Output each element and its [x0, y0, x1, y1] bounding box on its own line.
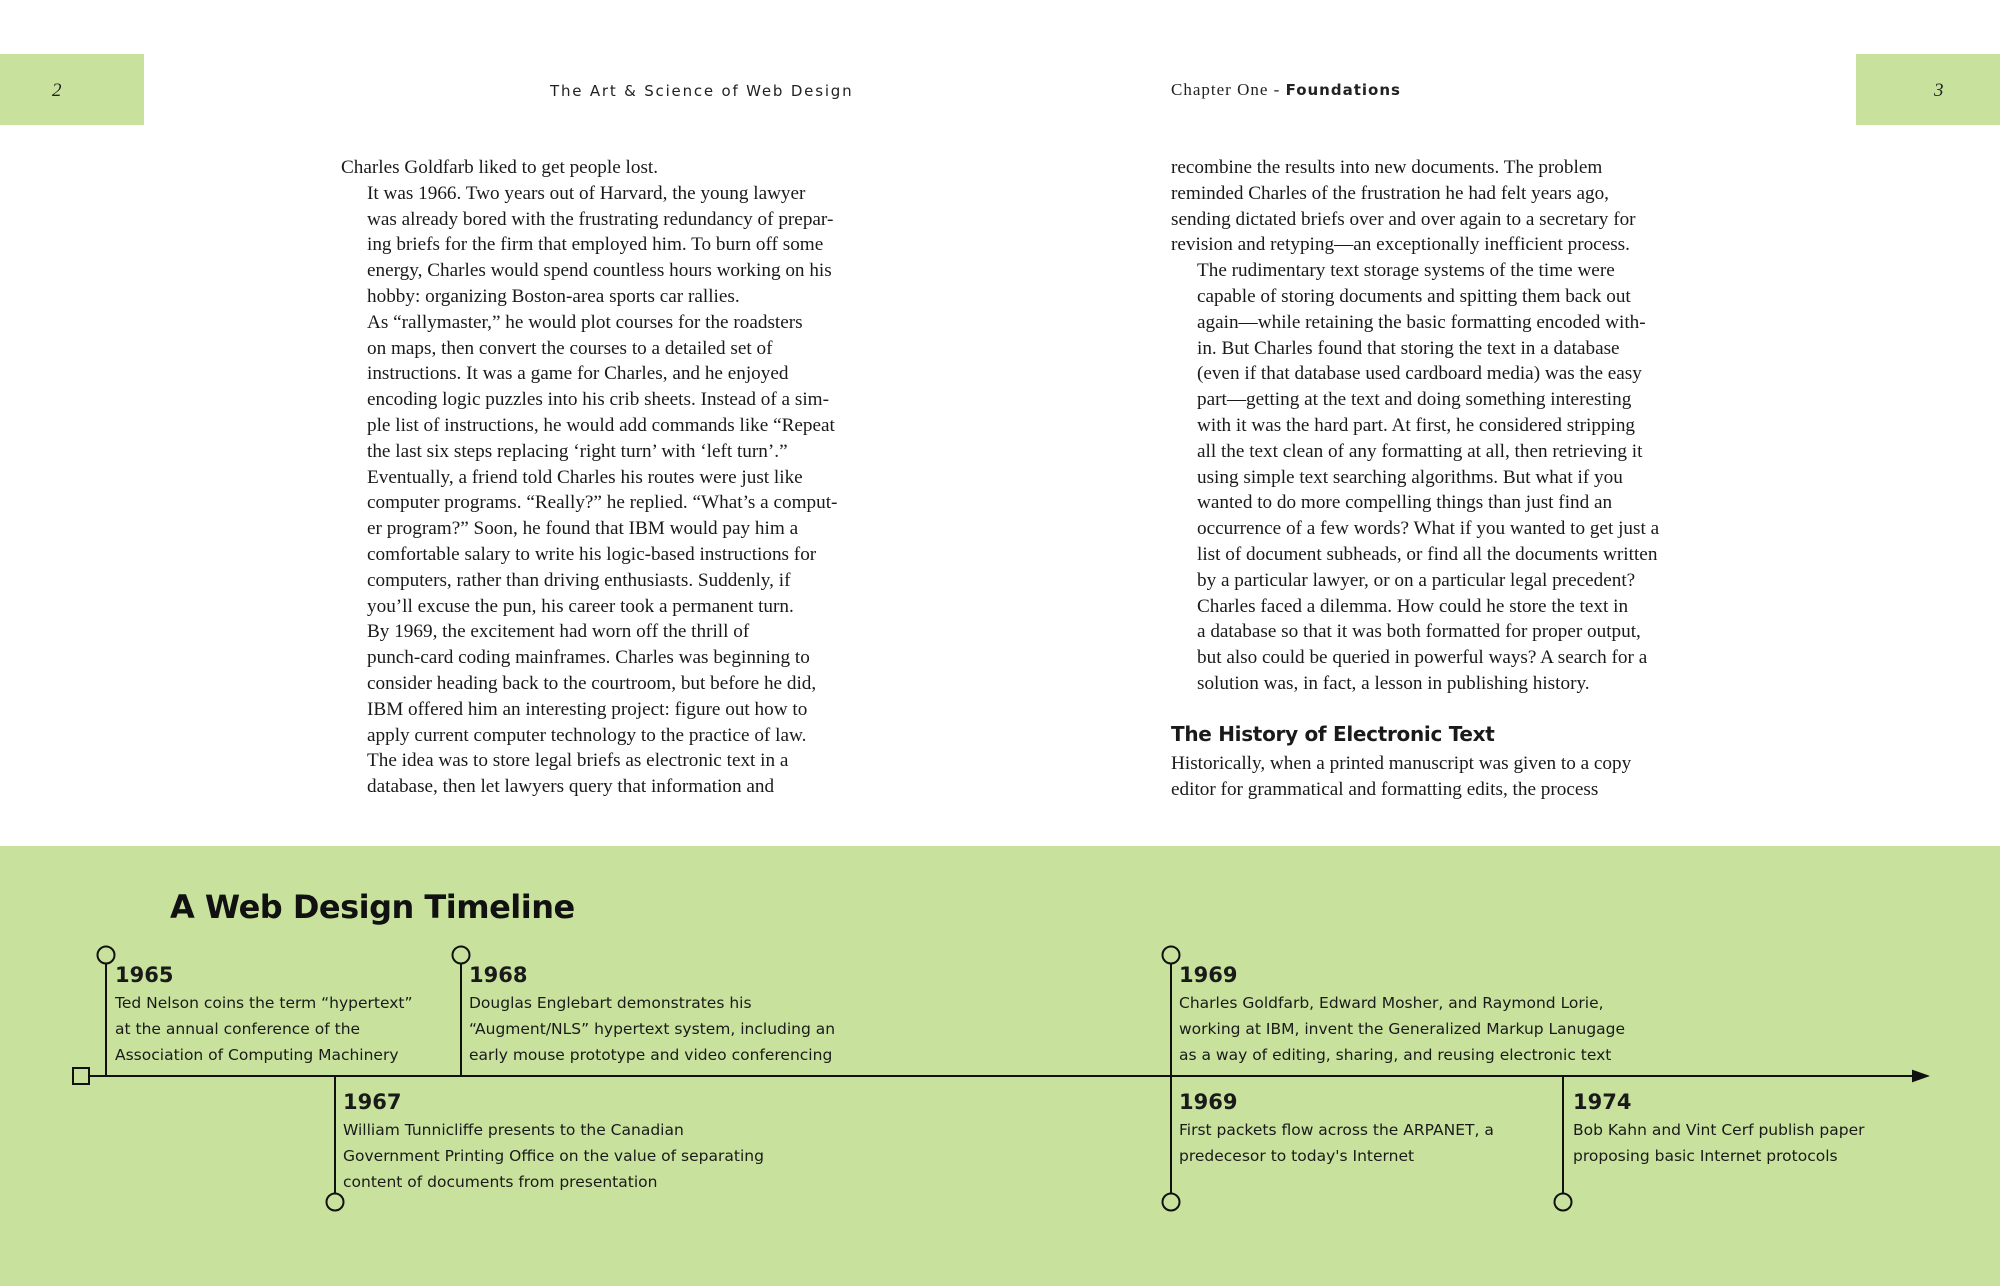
- event-year: 1965: [115, 963, 174, 987]
- event-year: 1967: [343, 1090, 402, 1114]
- body-paragraph: [1171, 594, 1671, 697]
- text-line: computer programs. “Really?” he replied. “What’s a comput-: [367, 492, 838, 514]
- text-line: capable of storing documents and spitting them back out: [1197, 285, 1631, 307]
- text-line: (even if that database used cardboard media) was the easy: [1197, 363, 1642, 385]
- text-line: By 1969, the excitement had worn off the thrill of: [367, 621, 750, 643]
- marker-1969-gml: [1163, 947, 1180, 964]
- event-line: “Augment/NLS” hypertext system, including an: [469, 1020, 836, 1038]
- text-line: The idea was to store legal briefs as electronic text in a: [367, 750, 789, 772]
- marker-1968: [453, 947, 470, 964]
- body-paragraph: [1171, 751, 1671, 803]
- text-line: recombine the results into new documents. The problem: [1171, 157, 1603, 178]
- running-head-title: Foundations: [1285, 81, 1401, 99]
- event-line: at the annual conference of the: [115, 1020, 361, 1038]
- text-line: database, then let lawyers query that information and: [367, 776, 775, 798]
- timeline-event-1967: [343, 1089, 764, 1195]
- timeline-event-1974: [1573, 1089, 1864, 1169]
- left-page-number: 2: [52, 80, 62, 101]
- event-year: 1969: [1179, 1090, 1238, 1114]
- section-subhead: The History of Electronic Text: [1171, 721, 1495, 746]
- text-line: ple list of instructions, he would add commands like “Repeat: [367, 414, 835, 436]
- timeline-event-1968: [469, 962, 835, 1068]
- timeline-event-1965: [115, 962, 413, 1068]
- text-line: comfortable salary to write his logic-based instructions for: [367, 543, 817, 565]
- text-line: editor for grammatical and formatting edits, the process: [1171, 778, 1599, 800]
- text-line: you’ll excuse the pun, his career took a permanent turn.: [367, 595, 794, 617]
- text-line: er program?” Soon, he found that IBM would pay him a: [367, 518, 799, 540]
- body-paragraph: [341, 155, 841, 181]
- text-line: was already bored with the frustrating redundancy of prepar-: [367, 208, 834, 230]
- event-line: predecesor to today's Internet: [1179, 1147, 1415, 1165]
- text-line: The rudimentary text storage systems of the time were: [1197, 260, 1615, 282]
- event-description: [1573, 1117, 1864, 1169]
- event-line: early mouse prototype and video conferencing: [469, 1046, 833, 1064]
- text-line: Eventually, a friend told Charles his routes were just like: [367, 466, 803, 488]
- text-line: with it was the hard part. At first, he considered stripping: [1197, 414, 1636, 436]
- text-line: encoding logic puzzles into his crib sheets. Instead of a sim-: [367, 389, 829, 411]
- body-paragraph: [341, 310, 841, 465]
- text-line: Charles faced a dilemma. How could he store the text in: [1197, 595, 1629, 617]
- event-line: Douglas Englebart demonstrates his: [469, 994, 752, 1012]
- text-line: part—getting at the text and doing something interesting: [1197, 389, 1632, 411]
- left-page-tab: [0, 54, 144, 125]
- event-line: working at IBM, invent the Generalized Markup Lanugage: [1179, 1020, 1626, 1038]
- event-line: Association of Computing Machinery: [115, 1046, 399, 1064]
- event-line: proposing basic Internet protocols: [1573, 1147, 1838, 1165]
- event-line: content of documents from presentation: [343, 1173, 658, 1191]
- event-line: Charles Goldfarb, Edward Mosher, and Raymond Lorie,: [1179, 994, 1604, 1012]
- event-line: William Tunnicliffe presents to the Canadian: [343, 1121, 684, 1139]
- text-line: list of document subheads, or find all the documents written: [1197, 543, 1658, 565]
- text-line: As “rallymaster,” he would plot courses for the roadsters: [367, 311, 803, 333]
- event-description: [469, 990, 835, 1068]
- text-line: the last six steps replacing ‘right turn’ with ‘left turn’.”: [367, 440, 788, 462]
- text-line: Charles Goldfarb liked to get people lost.: [341, 157, 659, 178]
- body-paragraph: [1171, 258, 1671, 593]
- text-line: IBM offered him an interesting project: figure out how to: [367, 698, 808, 720]
- right-page-number: 3: [1934, 80, 1944, 101]
- text-line: revision and retyping—an exceptionally inefficient process.: [1171, 234, 1630, 256]
- timeline-event-1969-arpanet: [1179, 1089, 1494, 1169]
- event-line: as a way of editing, sharing, and reusing electronic text: [1179, 1046, 1612, 1064]
- text-line: all the text clean of any formatting at all, then retrieving it: [1197, 440, 1643, 462]
- marker-1974: [1555, 1194, 1572, 1211]
- right-text-column: [1171, 155, 1671, 802]
- event-line: Ted Nelson coins the term “hypertext”: [115, 994, 413, 1012]
- text-line: solution was, in fact, a lesson in publishing history.: [1197, 672, 1590, 694]
- event-description: [343, 1117, 764, 1195]
- timeline-title: A Web Design Timeline: [170, 888, 575, 926]
- timeline-arrow-head: [1913, 1071, 1927, 1081]
- text-line: computers, rather than driving enthusiasts. Suddenly, if: [367, 569, 791, 591]
- timeline-event-1969-gml: [1179, 962, 1625, 1068]
- left-text-column: [341, 155, 841, 800]
- text-line: but also could be queried in powerful ways? A search for a: [1197, 647, 1648, 669]
- marker-1965: [98, 947, 115, 964]
- text-line: Historically, when a printed manuscript was given to a copy: [1171, 752, 1632, 774]
- right-page-tab: [1856, 54, 2000, 125]
- text-line: energy, Charles would spend countless hours working on his: [367, 260, 832, 282]
- timeline-start-square: [73, 1068, 89, 1084]
- text-line: on maps, then convert the courses to a detailed set of: [367, 337, 773, 359]
- text-line: occurrence of a few words? What if you wanted to get just a: [1197, 518, 1660, 540]
- body-paragraph: [341, 181, 841, 310]
- body-paragraph: [1171, 155, 1671, 258]
- text-line: apply current computer technology to the practice of law.: [367, 724, 807, 746]
- text-line: a database so that it was both formatted for proper output,: [1197, 621, 1641, 643]
- left-running-head: The Art & Science of Web Design: [550, 82, 854, 100]
- event-description: [1179, 990, 1625, 1068]
- event-description: [1179, 1117, 1494, 1169]
- body-paragraph: [341, 465, 841, 620]
- text-line: reminded Charles of the frustration he had felt years ago,: [1171, 182, 1609, 204]
- text-line: punch-card coding mainframes. Charles was beginning to: [367, 647, 810, 669]
- event-line: First packets flow across the ARPANET, a: [1179, 1121, 1494, 1139]
- event-year: 1974: [1573, 1090, 1632, 1114]
- text-line: using simple text searching algorithms. But what if you: [1197, 466, 1623, 488]
- event-description: [115, 990, 413, 1068]
- marker-1967: [327, 1194, 344, 1211]
- text-line: It was 1966. Two years out of Harvard, the young lawyer: [367, 182, 806, 204]
- text-line: consider heading back to the courtroom, but before he did,: [367, 672, 817, 694]
- text-line: instructions. It was a game for Charles, and he enjoyed: [367, 363, 789, 385]
- text-line: sending dictated briefs over and over again to a secretary for: [1171, 208, 1636, 230]
- running-head-chapter: Chapter One -: [1171, 80, 1286, 99]
- text-line: ing briefs for the firm that employed him. To burn off some: [367, 234, 824, 256]
- text-line: by a particular lawyer, or on a particular legal precedent?: [1197, 569, 1636, 591]
- text-line: hobby: organizing Boston-area sports car rallies.: [367, 285, 740, 307]
- event-year: 1969: [1179, 963, 1238, 987]
- text-line: again—while retaining the basic formatting encoded with-: [1197, 311, 1646, 333]
- text-line: in. But Charles found that storing the text in a database: [1197, 337, 1620, 359]
- text-line: wanted to do more compelling things than just find an: [1197, 492, 1613, 514]
- marker-1969-arpanet: [1163, 1194, 1180, 1211]
- event-line: Bob Kahn and Vint Cerf publish paper: [1573, 1121, 1865, 1139]
- right-running-head: [1171, 80, 1401, 100]
- body-paragraph: [341, 619, 841, 800]
- event-year: 1968: [469, 963, 528, 987]
- event-line: Government Printing Office on the value of separating: [343, 1147, 764, 1165]
